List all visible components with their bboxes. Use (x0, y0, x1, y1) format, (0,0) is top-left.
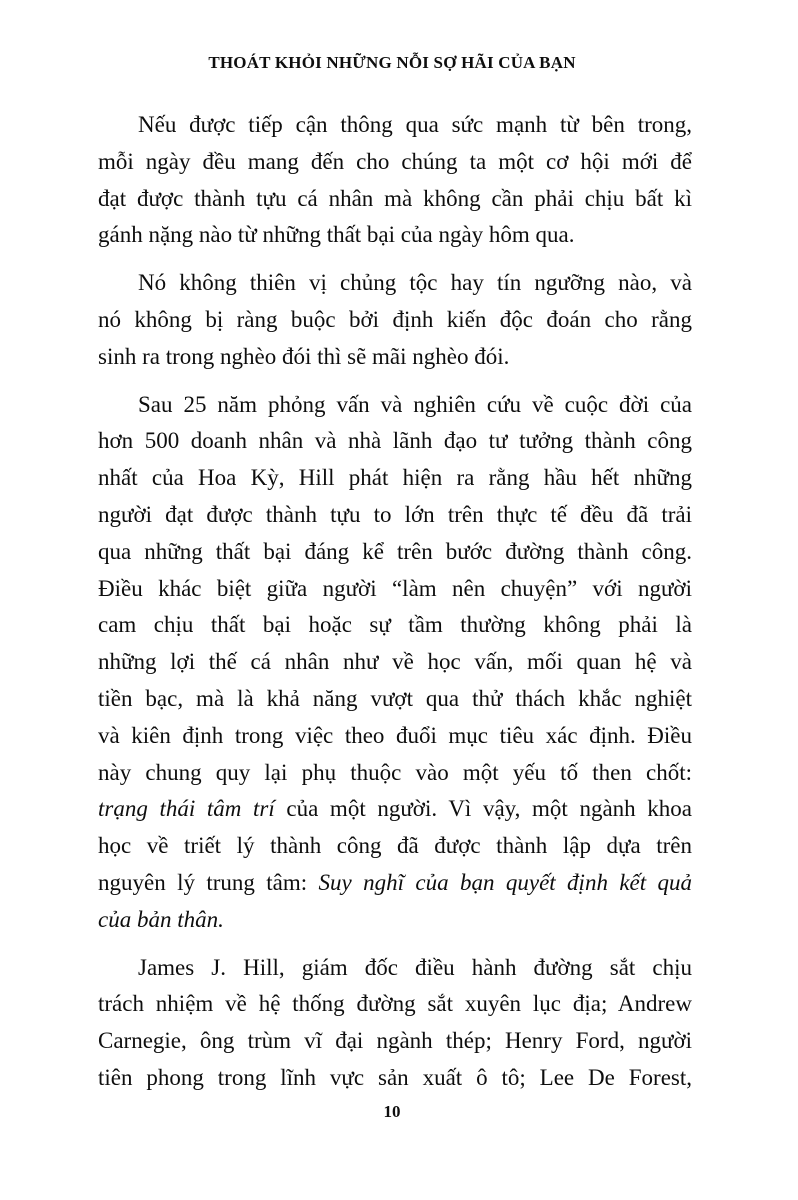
body-text (98, 107, 692, 1108)
text-run: trách nhiệm về hệ thống đường sắt xuyên lục địa; Andrew (98, 991, 692, 1017)
text-run: những lợi thế cá nhân như về học vấn, mối quan hệ và (98, 649, 692, 675)
text-run: cam chịu thất bại hoặc sự tầm thường không phải là (98, 612, 692, 638)
text-line (98, 718, 692, 755)
text-line (98, 181, 692, 218)
text-run: tiền bạc, mà là khả năng vượt qua thử thách khắc nghiệt (98, 685, 692, 711)
page-number: 10 (383, 1102, 401, 1121)
text-run: của một người. Vì vậy, một ngành khoa (274, 796, 692, 822)
text-line (98, 1060, 692, 1097)
text-run: nguyên lý trung tâm: (98, 869, 319, 895)
text-line (98, 571, 692, 608)
text-line (98, 265, 692, 302)
text-line (98, 107, 692, 144)
text-run: nó không bị ràng buộc bởi định kiến độc đoán cho rằng (98, 306, 692, 332)
text-line (98, 387, 692, 424)
italic-text-run: của bản thân. (98, 906, 224, 932)
text-run: Điều khác biệt giữa người “làm nên chuyện” với người (98, 575, 692, 601)
text-line (98, 144, 692, 181)
text-run: Nó không thiên vị chủng tộc hay tín ngưỡng nào, và (138, 270, 692, 296)
paragraph (98, 387, 692, 939)
text-line (98, 681, 692, 718)
text-run: mỗi ngày đều mang đến cho chúng ta một cơ hội mới để (98, 148, 692, 174)
text-line (98, 902, 692, 939)
text-line (98, 791, 692, 828)
text-line (98, 986, 692, 1023)
text-run: qua những thất bại đáng kể trên bước đường thành công. (98, 538, 692, 564)
text-line (98, 950, 692, 987)
text-run: đạt được thành tựu cá nhân mà không cần phải chịu bất kì (98, 185, 692, 211)
text-run: Nếu được tiếp cận thông qua sức mạnh từ bên trong, (138, 112, 692, 137)
text-run: Carnegie, ông trùm vĩ đại ngành thép; Henry Ford, người (98, 1028, 692, 1054)
text-line (98, 217, 692, 254)
text-run: tiên phong trong lĩnh vực sản xuất ô tô; Lee De Forest, (98, 1064, 692, 1090)
text-line (98, 607, 692, 644)
text-line (98, 460, 692, 497)
running-header: THOÁT KHỎI NHỮNG NỖI SỢ HÃI CỦA BẠN (208, 53, 576, 72)
paragraph (98, 950, 692, 1097)
text-run: học về triết lý thành công đã được thành lập dựa trên (98, 833, 692, 859)
text-line (98, 755, 692, 792)
text-run: James J. Hill, giám đốc điều hành đường sắt chịu (138, 954, 692, 980)
text-run: người đạt được thành tựu to lớn trên thực tế đều đã trải (98, 501, 692, 527)
text-line (98, 497, 692, 534)
text-run: này chung quy lại phụ thuộc vào một yếu tố then chốt: (98, 759, 692, 785)
italic-text-run: Suy nghĩ của bạn quyết định kết quả (318, 869, 693, 895)
text-line (98, 534, 692, 571)
text-line (98, 865, 692, 902)
text-line (98, 302, 692, 339)
text-run: nhất của Hoa Kỳ, Hill phát hiện ra rằng hầu hết những (98, 465, 692, 491)
text-run: sinh ra trong nghèo đói thì sẽ mãi nghèo đói. (98, 343, 510, 369)
text-line (98, 828, 692, 865)
text-run: Sau 25 năm phỏng vấn và nghiên cứu về cuộc đời của (138, 391, 692, 417)
text-run: gánh nặng nào từ những thất bại của ngày hôm qua. (98, 222, 575, 248)
paragraph (98, 107, 692, 254)
text-run: và kiên định trong việc theo đuổi mục tiêu xác định. Điều (98, 722, 692, 748)
italic-text-run: trạng thái tâm trí (98, 796, 275, 822)
text-line (98, 1023, 692, 1060)
text-run: hơn 500 doanh nhân và nhà lãnh đạo tư tưởng thành công (98, 428, 692, 454)
text-line (98, 339, 692, 376)
text-line (98, 644, 692, 681)
paragraph (98, 265, 692, 375)
text-line (98, 423, 692, 460)
